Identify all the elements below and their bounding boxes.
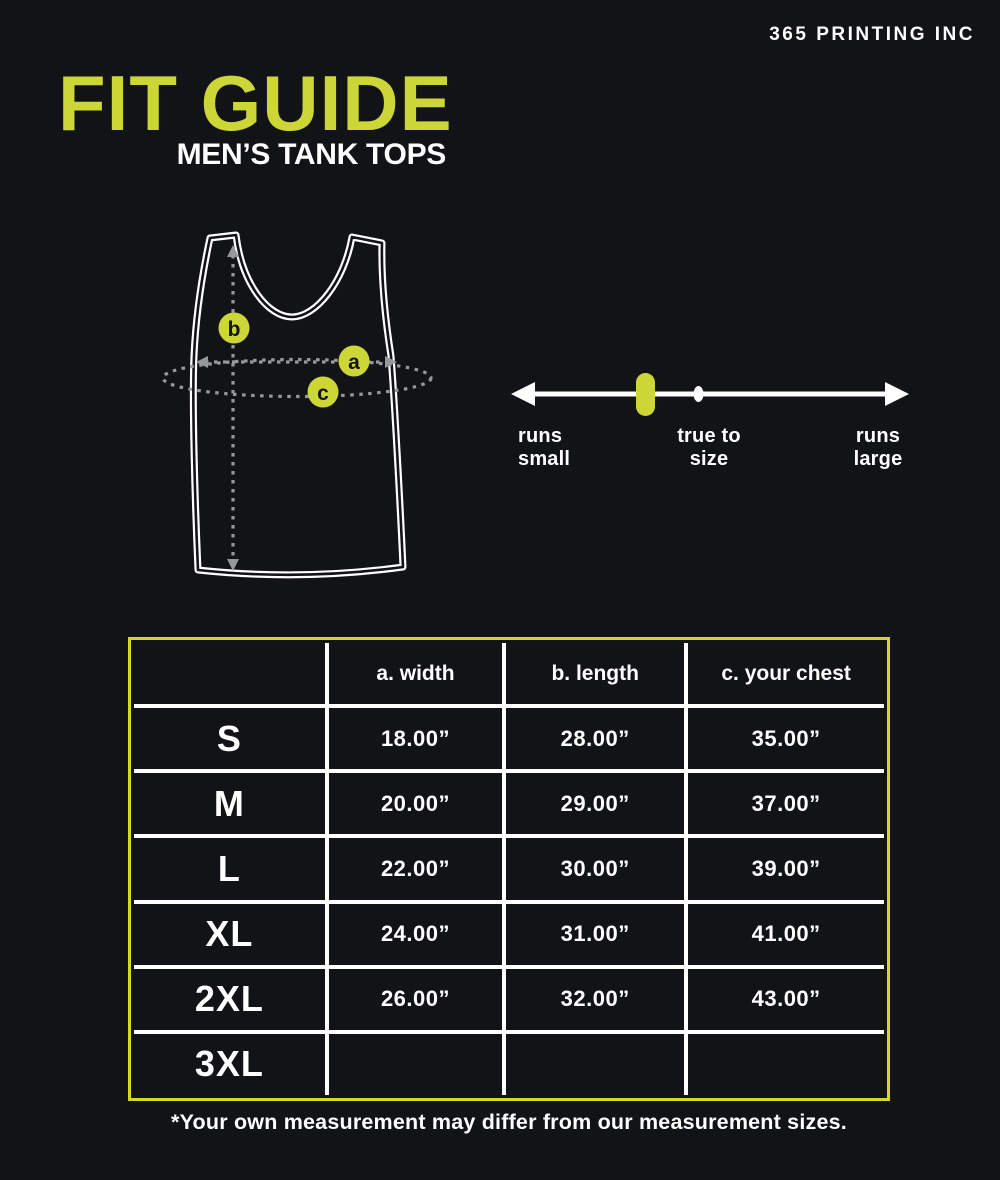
size-table-grid	[134, 643, 884, 1095]
marker-c-letter: c	[317, 381, 329, 405]
length-value: 31.00”	[506, 904, 684, 965]
width-value: 18.00”	[329, 708, 502, 769]
chest-value: 37.00”	[688, 773, 884, 834]
scale-arrow-left-icon	[511, 382, 535, 406]
length-value	[506, 1034, 684, 1095]
scale-label-runs-small: runs small	[518, 425, 571, 470]
size-label: M	[134, 773, 325, 834]
fit-scale	[505, 363, 915, 478]
tank-top-diagram	[130, 222, 470, 594]
chest-value	[688, 1034, 884, 1095]
size-table-header-blank	[134, 643, 325, 704]
scale-label-runs-large: runs large	[853, 425, 903, 470]
brand-name: 365 PRINTING INC	[769, 24, 975, 45]
length-value: 30.00”	[506, 838, 684, 899]
marker-a-letter: a	[348, 350, 360, 374]
size-label: L	[134, 838, 325, 899]
marker-b-letter: b	[227, 317, 241, 341]
size-table	[128, 637, 890, 1101]
scale-arrow-right-icon	[885, 382, 909, 406]
size-label: XL	[134, 904, 325, 965]
width-value: 22.00”	[329, 838, 502, 899]
fit-indicator-pill	[636, 373, 655, 416]
length-value: 29.00”	[506, 773, 684, 834]
chest-value: 41.00”	[688, 904, 884, 965]
page-subtitle: MEN’S TANK TOPS	[176, 138, 446, 171]
chest-value: 35.00”	[688, 708, 884, 769]
measurement-disclaimer: *Your own measurement may differ from our measurement sizes.	[171, 1110, 847, 1134]
size-table-header-width: a. width	[329, 643, 502, 704]
size-label: 3XL	[134, 1034, 325, 1095]
marker-b	[219, 313, 250, 344]
tank-top-outline	[193, 235, 403, 575]
size-table-header-length: b. length	[506, 643, 684, 704]
fit-scale-axis	[505, 363, 915, 425]
length-value: 32.00”	[506, 969, 684, 1030]
chest-value: 43.00”	[688, 969, 884, 1030]
length-value: 28.00”	[506, 708, 684, 769]
page-title: FIT GUIDE	[58, 59, 453, 147]
width-value: 26.00”	[329, 969, 502, 1030]
size-table-header-chest: c. your chest	[688, 643, 884, 704]
width-value: 20.00”	[329, 773, 502, 834]
size-label: 2XL	[134, 969, 325, 1030]
width-value: 24.00”	[329, 904, 502, 965]
marker-c	[308, 377, 339, 408]
scale-center-dot	[694, 386, 704, 402]
scale-label-true-to-size: true to size	[677, 425, 741, 470]
marker-a	[339, 346, 370, 377]
width-value	[329, 1034, 502, 1095]
chest-value: 39.00”	[688, 838, 884, 899]
size-label: S	[134, 708, 325, 769]
